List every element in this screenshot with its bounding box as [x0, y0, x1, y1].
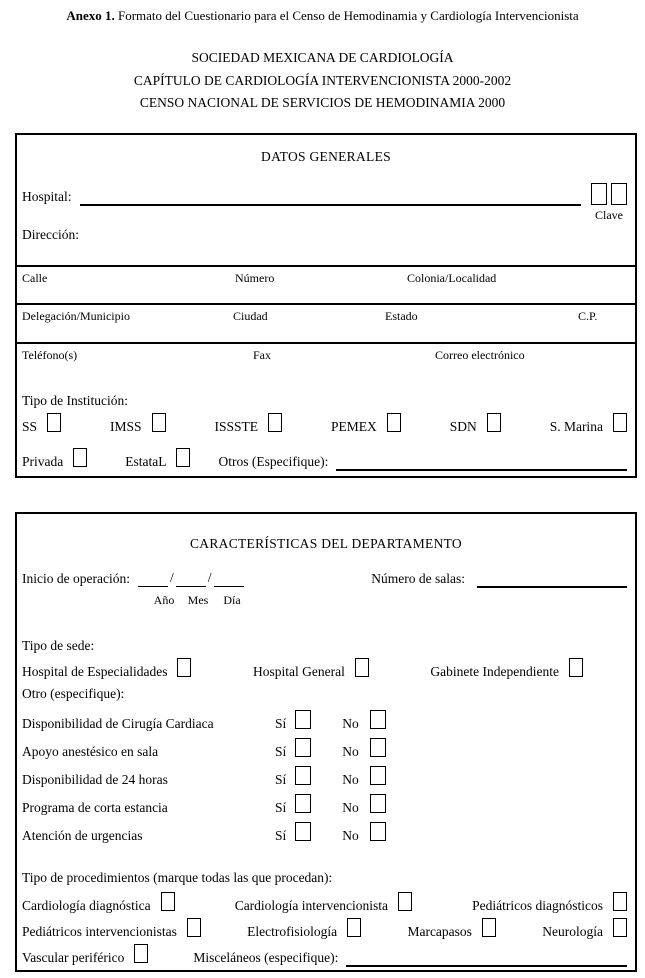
- calle-label: Calle: [22, 271, 48, 285]
- pediatricos-intervencionistas-label: Pediátricos intervencionistas: [22, 924, 177, 939]
- ciudad-label: Ciudad: [233, 309, 268, 323]
- procedimientos-row-3: [22, 944, 627, 967]
- institucion-s-marina: [550, 413, 627, 435]
- question-row-cirugia-cardiaca: [22, 710, 627, 738]
- address-row-3[interactable]: [17, 342, 635, 382]
- 24-horas-no-checkbox[interactable]: [370, 766, 386, 785]
- cirugia-cardiaca-si-checkbox[interactable]: [295, 710, 311, 729]
- colonia-localidad-label: Colonia/Localidad: [407, 271, 497, 285]
- clave-label: Clave: [595, 208, 623, 222]
- urgencias-si-checkbox[interactable]: [295, 822, 311, 841]
- hospital-row: [22, 183, 627, 223]
- clave-checkbox-2[interactable]: [611, 183, 627, 205]
- numero-salas-input-line[interactable]: [477, 570, 627, 588]
- sdn-label: SDN: [449, 419, 477, 434]
- institucion-sdn: [450, 413, 501, 435]
- institucion-options-row-1: [22, 413, 627, 435]
- neurologia-label: Neurología: [542, 924, 603, 939]
- gabinete-independiente-label: Gabinete Independiente: [430, 664, 559, 679]
- date-slash-1: /: [169, 570, 174, 585]
- pemex-label: PEMEX: [330, 419, 377, 434]
- proc-marcapasos: [407, 918, 495, 940]
- procedimientos-row-2: [22, 918, 627, 940]
- marcapasos-label: Marcapasos: [407, 924, 472, 939]
- dia-label: Día: [223, 593, 241, 607]
- sede-options-row: [22, 658, 583, 680]
- proc-cardiologia-intervencionista: [235, 892, 412, 914]
- sede-hospital-general: [253, 658, 369, 680]
- institucion-imss: [110, 413, 166, 435]
- question-row-24-horas: [22, 766, 627, 794]
- fax-label: Fax: [253, 348, 271, 362]
- institucion-pemex: [331, 413, 401, 435]
- numero-salas-label: Número de salas:: [371, 571, 465, 586]
- caracteristicas-section: [15, 512, 637, 972]
- apoyo-anestesico-no-checkbox[interactable]: [370, 738, 386, 757]
- no-label: No: [342, 800, 359, 815]
- numero-salas-field: [371, 565, 627, 588]
- cp-label: C.P.: [578, 309, 598, 323]
- question-row-corta-estancia: [22, 794, 627, 822]
- estatal-checkbox[interactable]: [176, 448, 190, 467]
- imss-checkbox[interactable]: [152, 413, 166, 432]
- org-name: SOCIEDAD MEXICANA DE CARDIOLOGÍA: [191, 50, 454, 65]
- cardiologia-intervencionista-label: Cardiología intervencionista: [234, 898, 389, 913]
- address-row-2[interactable]: [17, 303, 635, 343]
- direccion-label: Dirección:: [22, 227, 79, 242]
- institucion-issste: [214, 413, 282, 435]
- vascular-periferico-label: Vascular periférico: [22, 950, 125, 965]
- vascular-periferico-checkbox[interactable]: [134, 944, 148, 963]
- no-label: No: [342, 744, 359, 759]
- issste-label: ISSSTE: [214, 419, 258, 434]
- annex-text: Formato del Cuestionario para el Censo de Hemodinamia y Cardiología Intervencionista: [114, 8, 579, 23]
- ss-label: SS: [22, 419, 38, 434]
- si-label: Sí: [275, 772, 287, 787]
- hospital-especialidades-checkbox[interactable]: [177, 658, 191, 677]
- 24-horas-si-checkbox[interactable]: [295, 766, 311, 785]
- sede-hospital-especialidades: [22, 658, 191, 680]
- question-label: Apoyo anestésico en sala: [22, 744, 159, 759]
- mes-input-line[interactable]: [176, 570, 206, 587]
- imss-label: IMSS: [110, 419, 142, 434]
- numero-label: Número: [235, 271, 275, 285]
- no-label: No: [342, 772, 359, 787]
- ano-input-line[interactable]: [138, 570, 168, 587]
- electrofisiologia-label: Electrofisiología: [247, 924, 338, 939]
- gabinete-independiente-checkbox[interactable]: [569, 658, 583, 677]
- proc-pediatricos-diagnosticos: [472, 892, 627, 914]
- sede-gabinete-independiente: [430, 658, 583, 680]
- pediatricos-diagnosticos-checkbox[interactable]: [613, 892, 627, 911]
- org-chapter: CAPÍTULO DE CARDIOLOGÍA INTERVENCIONISTA 2000-2002: [133, 72, 512, 88]
- clave-checkbox-1[interactable]: [591, 183, 607, 205]
- mes-label: Mes: [187, 593, 209, 607]
- si-label: Sí: [275, 716, 287, 731]
- si-label: Sí: [275, 800, 287, 815]
- organization-header: [0, 47, 645, 115]
- proc-vascular-periferico: [22, 944, 148, 966]
- correo-electronico-label: Correo electrónico: [435, 348, 525, 362]
- caracteristicas-title: CARACTERÍSTICAS DEL DEPARTAMENTO: [190, 536, 462, 551]
- institucion-privada: [22, 448, 87, 470]
- hospital-especialidades-label: Hospital de Especialidades: [22, 664, 168, 679]
- dia-input-line[interactable]: [214, 570, 244, 587]
- institucion-estatal: [125, 448, 190, 470]
- privada-label: Privada: [22, 454, 64, 469]
- corta-estancia-si-checkbox[interactable]: [295, 794, 311, 813]
- miscelaneos-label: Misceláneos (especifique):: [193, 950, 339, 965]
- otros-input-line[interactable]: [336, 453, 627, 471]
- cardiologia-diagnostica-label: Cardiología diagnóstica: [22, 898, 151, 913]
- proc-cardiologia-diagnostica: [22, 892, 175, 914]
- telefonos-label: Teléfono(s): [22, 348, 78, 362]
- procedimientos-title: Tipo de procedimientos (marque todas las que procedan):: [22, 870, 333, 885]
- question-label: Disponibilidad de Cirugía Cardiaca: [22, 716, 214, 731]
- si-label: Sí: [275, 744, 287, 759]
- estatal-label: EstataL: [125, 454, 167, 469]
- question-row-apoyo-anestesico: [22, 738, 627, 766]
- datos-generales-title: DATOS GENERALES: [261, 149, 391, 164]
- proc-neurologia: [542, 918, 627, 940]
- otros-especifique-label: Otros (Especifique):: [218, 454, 329, 469]
- hospital-input-line[interactable]: [80, 188, 582, 206]
- proc-electrofisiologia: [247, 918, 361, 940]
- datos-generales-section: [15, 133, 637, 478]
- institucion-options-row-2: [22, 448, 627, 471]
- date-slash-2: /: [207, 570, 212, 585]
- proc-pediatricos-intervencionistas: [22, 918, 201, 940]
- miscelaneos-input-line[interactable]: [346, 949, 627, 967]
- institucion-ss: [22, 413, 61, 435]
- cardiologia-intervencionista-checkbox[interactable]: [398, 892, 412, 911]
- hospital-label: Hospital:: [22, 189, 72, 204]
- inicio-operacion-label: Inicio de operación:: [22, 571, 130, 586]
- si-label: Sí: [275, 828, 287, 843]
- no-label: No: [342, 716, 359, 731]
- procedimientos-row-1: [22, 892, 627, 914]
- annex-number: Anexo 1.: [66, 8, 115, 23]
- estado-label: Estado: [385, 309, 418, 323]
- clave-boxes: [591, 183, 627, 205]
- privada-checkbox[interactable]: [73, 448, 87, 467]
- urgencias-no-checkbox[interactable]: [370, 822, 386, 841]
- cardiologia-diagnostica-checkbox[interactable]: [161, 892, 175, 911]
- hospital-general-checkbox[interactable]: [355, 658, 369, 677]
- fecha-sublabels: [147, 593, 249, 608]
- issste-checkbox[interactable]: [268, 413, 282, 432]
- org-census: CENSO NACIONAL DE SERVICIOS DE HEMODINAMIA 2000: [139, 95, 506, 110]
- electrofisiologia-checkbox[interactable]: [347, 918, 361, 937]
- question-label: Disponibilidad de 24 horas: [22, 772, 168, 787]
- neurologia-checkbox[interactable]: [613, 918, 627, 937]
- ano-label: Año: [153, 593, 175, 607]
- s-marina-label: S. Marina: [549, 419, 603, 434]
- tipo-sede-label: Tipo de sede:: [22, 638, 95, 653]
- sdn-checkbox[interactable]: [487, 413, 501, 432]
- no-label: No: [342, 828, 359, 843]
- tipo-institucion-label: Tipo de Institución:: [22, 393, 129, 408]
- s-marina-checkbox[interactable]: [613, 413, 627, 432]
- delegacion-municipio-label: Delegación/Municipio: [22, 309, 130, 323]
- address-row-1[interactable]: [17, 265, 635, 305]
- apoyo-anestesico-si-checkbox[interactable]: [295, 738, 311, 757]
- inicio-operacion-row: [22, 565, 627, 588]
- ss-checkbox[interactable]: [47, 413, 61, 432]
- pemex-checkbox[interactable]: [387, 413, 401, 432]
- question-label: Programa de corta estancia: [22, 800, 168, 815]
- hospital-general-label: Hospital General: [253, 664, 345, 679]
- marcapasos-checkbox[interactable]: [482, 918, 496, 937]
- yes-no-questions: [22, 710, 627, 850]
- question-row-urgencias: [22, 822, 627, 850]
- pediatricos-intervencionistas-checkbox[interactable]: [187, 918, 201, 937]
- question-label: Atención de urgencias: [22, 828, 143, 843]
- annex-title: [0, 8, 645, 24]
- corta-estancia-no-checkbox[interactable]: [370, 794, 386, 813]
- clave-group: [591, 183, 627, 223]
- otro-especifique-label: Otro (especifique):: [22, 686, 125, 701]
- fecha-inicio-field: [138, 565, 244, 587]
- pediatricos-diagnosticos-label: Pediátricos diagnósticos: [472, 898, 603, 913]
- cirugia-cardiaca-no-checkbox[interactable]: [370, 710, 386, 729]
